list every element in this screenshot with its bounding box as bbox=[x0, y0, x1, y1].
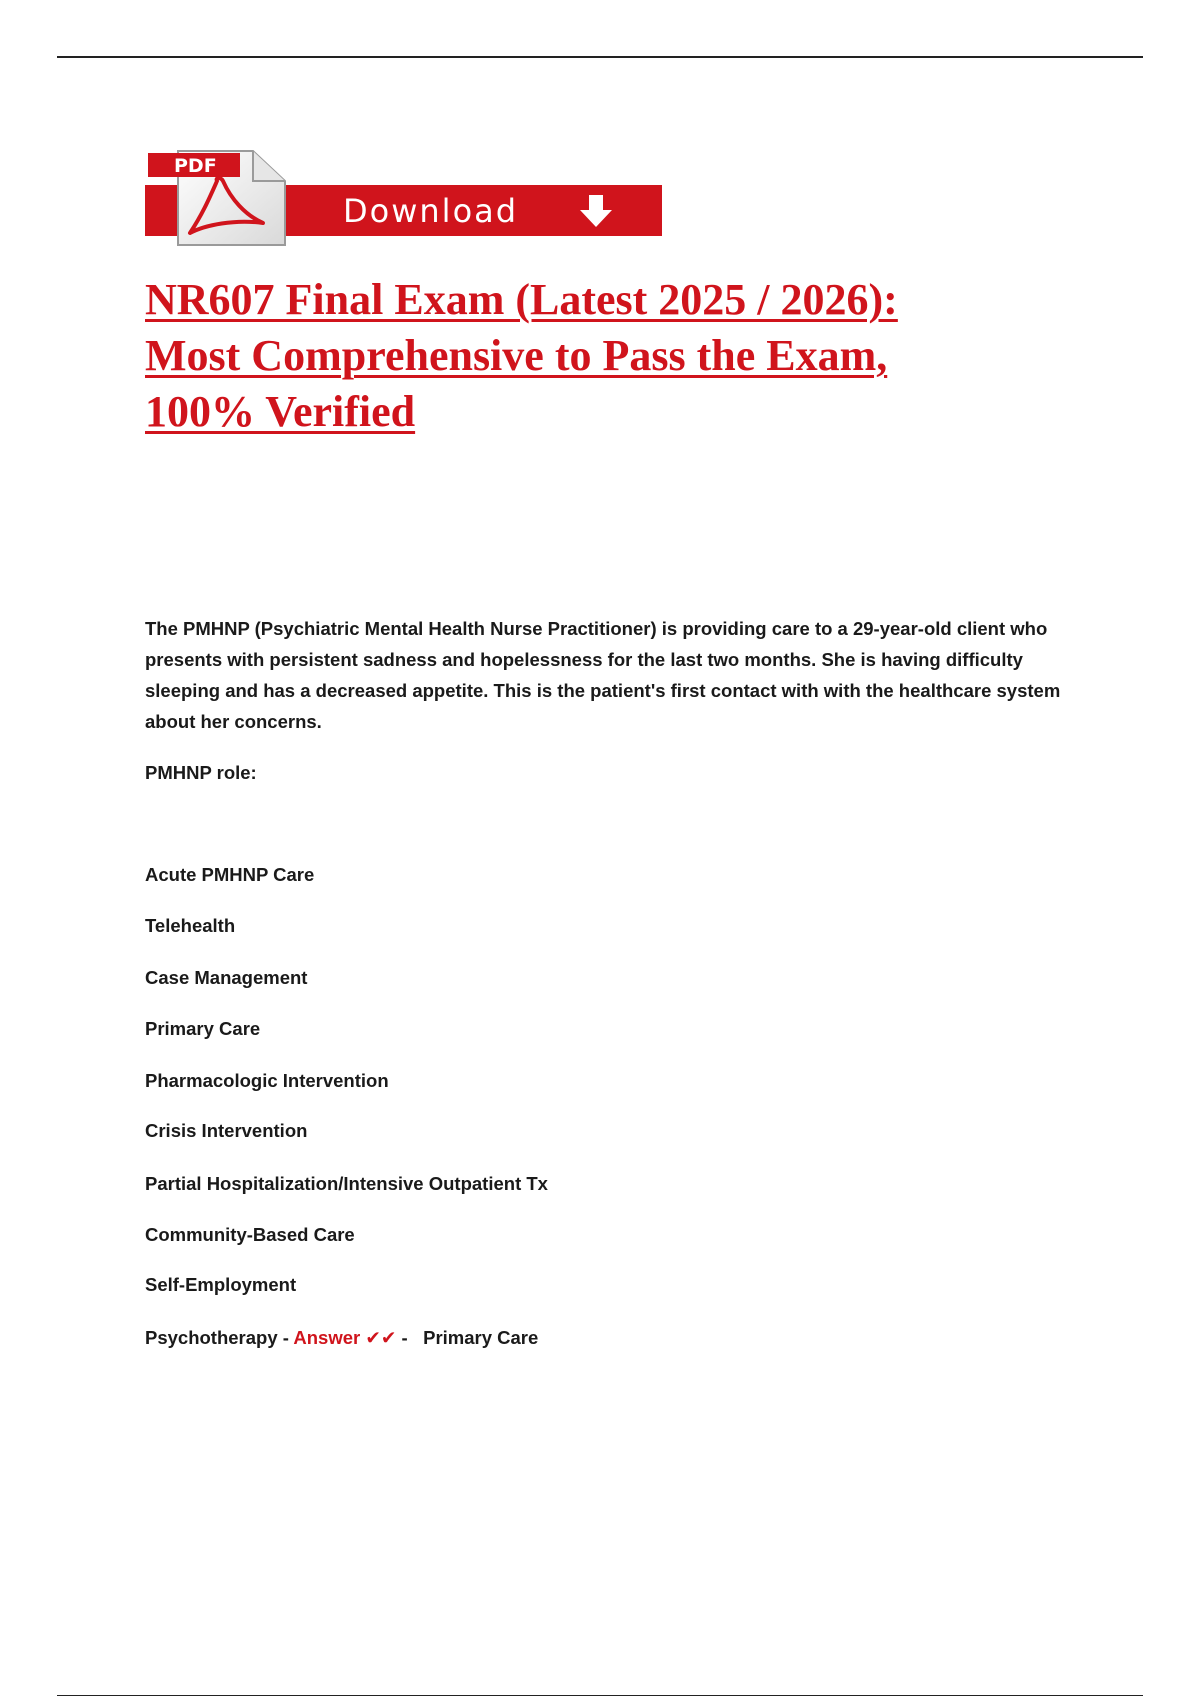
option-case-management: Case Management bbox=[145, 967, 308, 988]
option-primary-care: Primary Care bbox=[145, 1018, 261, 1039]
option-pharmacologic-intervention: Pharmacologic Intervention bbox=[145, 1070, 389, 1091]
option-psychotherapy: Psychotherapy - bbox=[145, 1327, 294, 1348]
title-line-2: Most Comprehensive to Pass the Exam, bbox=[145, 331, 888, 380]
option-self-employment: Self-Employment bbox=[145, 1274, 297, 1295]
pdf-badge-text: PDF bbox=[174, 155, 217, 177]
bottom-rule bbox=[57, 1695, 1143, 1696]
option-crisis-intervention: Crisis Intervention bbox=[145, 1120, 308, 1141]
answer-label: Answer bbox=[293, 1327, 361, 1348]
option-telehealth: Telehealth bbox=[145, 915, 236, 936]
option-acute-pmhnp-care: Acute PMHNP Care bbox=[145, 864, 315, 885]
title-line-1: NR607 Final Exam (Latest 2025 / 2026): bbox=[145, 275, 898, 324]
title-line-3: 100% Verified bbox=[145, 387, 416, 436]
pdf-download-banner[interactable] bbox=[145, 147, 662, 247]
document-title bbox=[145, 272, 1045, 440]
option-partial-hospitalization: Partial Hospitalization/Intensive Outpatient Tx bbox=[145, 1173, 548, 1194]
answer-value: Primary Care bbox=[423, 1327, 539, 1348]
option-community-based-care: Community-Based Care bbox=[145, 1224, 355, 1245]
double-check-icon: ✔✔ bbox=[365, 1328, 397, 1349]
role-label: PMHNP role: bbox=[145, 762, 257, 783]
pdf-file-icon bbox=[145, 147, 290, 247]
answer-line bbox=[145, 1324, 538, 1353]
question-stem: The PMHNP (Psychiatric Mental Health Nurse Practitioner) is providing care to a 29-year-old client who presents with persistent sadness and hopelessness for the last two months. She is having difficulty sleeping and has a decreased appetite. This is the patient's first contact with with the healthcare system about her concerns. bbox=[145, 618, 1061, 732]
top-rule bbox=[57, 56, 1143, 58]
download-label[interactable]: Download bbox=[343, 192, 519, 230]
answer-separator: - bbox=[396, 1327, 413, 1348]
down-arrow-icon bbox=[577, 193, 615, 229]
